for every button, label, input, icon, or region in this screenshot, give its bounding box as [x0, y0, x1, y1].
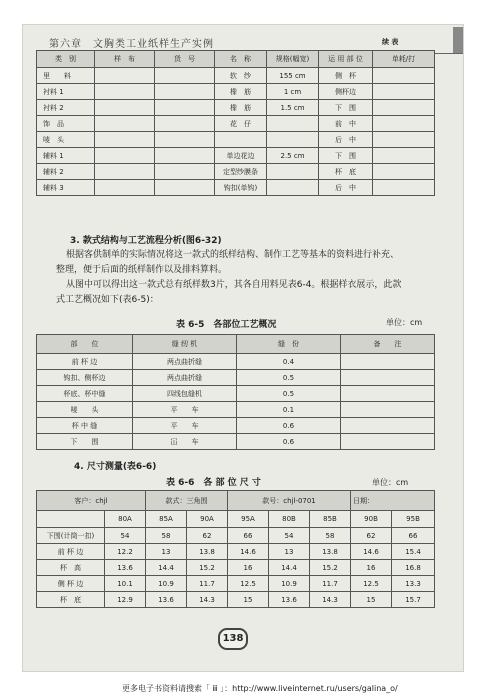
section3-heading: 3. 款式结构与工艺流程分析(图6-32)	[70, 236, 222, 246]
process-table	[36, 334, 435, 450]
table2-caption: 表 6-5 各部位工艺概况	[176, 320, 277, 330]
table-row: 杯 底 12.9 13.6 14.3 15 13.6 14.3 15 15.7	[37, 592, 435, 608]
materials-table	[36, 50, 435, 196]
table-header-row: 类 别 样 布 货 号 名 称 规格(幅宽) 运 用 部 位 单耗/打	[37, 51, 435, 68]
table2-unit: 单位：cm	[386, 318, 423, 327]
table-row: 杯 高 13.6 14.4 15.2 16 14.4 15.2 16 16.8	[37, 560, 435, 576]
table-row: 杯 中 缝 平 车 0.6	[37, 418, 435, 434]
table-info-row	[37, 491, 435, 511]
table-row: 饰 品 花 仔 前 中	[37, 116, 435, 132]
table-row: 下 围 冚 车 0.6	[37, 434, 435, 450]
table-header-row: 部 位 缝 纫 机 缝 份 备 注	[37, 335, 435, 354]
table-row: 前 杯 边 两点曲折缝 0.4	[37, 354, 435, 370]
size-header-row: 80A 85A 90A 95A 80B 85B 90B 95B	[37, 511, 435, 528]
paragraph-line: 从图中可以得出这一款式总有纸样数3片，其各自用料见表6-4。根据样衣展示，此款	[66, 280, 402, 290]
page-number: 138	[218, 628, 248, 650]
table-row: 辅料 1 单边花边 2.5 cm 下 围	[37, 148, 435, 164]
style-cell: 款式：三角围	[146, 491, 228, 511]
paragraph-line: 整理，便于后面的纸样制作以及排料算料。	[56, 265, 228, 275]
section4-heading: 4. 尺寸测量(表6-6)	[74, 462, 157, 472]
table-row: 衬料 1 橡 筋 1 cm 侧杯边	[37, 84, 435, 100]
table-row: 杯底、杯中缝 四线包缝机 0.5	[37, 386, 435, 402]
table-row: 前 杯 边 12.2 13 13.8 14.6 13 13.8 14.6 15.4	[37, 544, 435, 560]
customer-cell: 客户：chjl	[37, 491, 146, 511]
paragraph-line: 式工艺概况如下(表6-5)：	[56, 295, 159, 305]
table-row: 钩扣、侧杯边 两点曲折缝 0.5	[37, 370, 435, 386]
table-row: 侧 杯 边 10.1 10.9 11.7 12.5 10.9 11.7 12.5 13.3	[37, 576, 435, 592]
paragraph-line: 根据客供制单的实际情况将这一款式的纸样结构、制作工艺等基本的资料进行补充、	[66, 250, 400, 260]
item-number-cell: 款号：chjl-0701	[228, 491, 351, 511]
table-row: 下围(计筒一扣) 54 58 62 66 54 58 62 66	[37, 528, 435, 544]
table-row: 里 料 软 纱 155 cm 侧 杯	[37, 68, 435, 84]
table-row: 衬料 2 橡 筋 1.5 cm 下 围	[37, 100, 435, 116]
table1-continued-label: 续 表	[382, 38, 399, 46]
table-row: 唛 头 后 中	[37, 132, 435, 148]
table-row: 辅料 2 定型纱膜条 杯 底	[37, 164, 435, 180]
chapter-header: 第六章 文胸类工业纸样生产实例	[49, 39, 214, 50]
header-tab	[453, 27, 463, 53]
table3-caption: 表 6-6 各 部 位 尺 寸	[166, 478, 261, 488]
date-cell: 日期：	[351, 491, 435, 511]
footer-link-text: 更多电子书资料请搜索「 ⅲ 」：http://www.liveinternet.ru/users/galina_o/	[122, 684, 398, 693]
table3-unit: 单位：cm	[372, 478, 409, 487]
table-row: 辅料 3 钩扣(单钩) 后 中	[37, 180, 435, 196]
table-row: 唛 头 平 车 0.1	[37, 402, 435, 418]
size-table	[36, 490, 435, 608]
